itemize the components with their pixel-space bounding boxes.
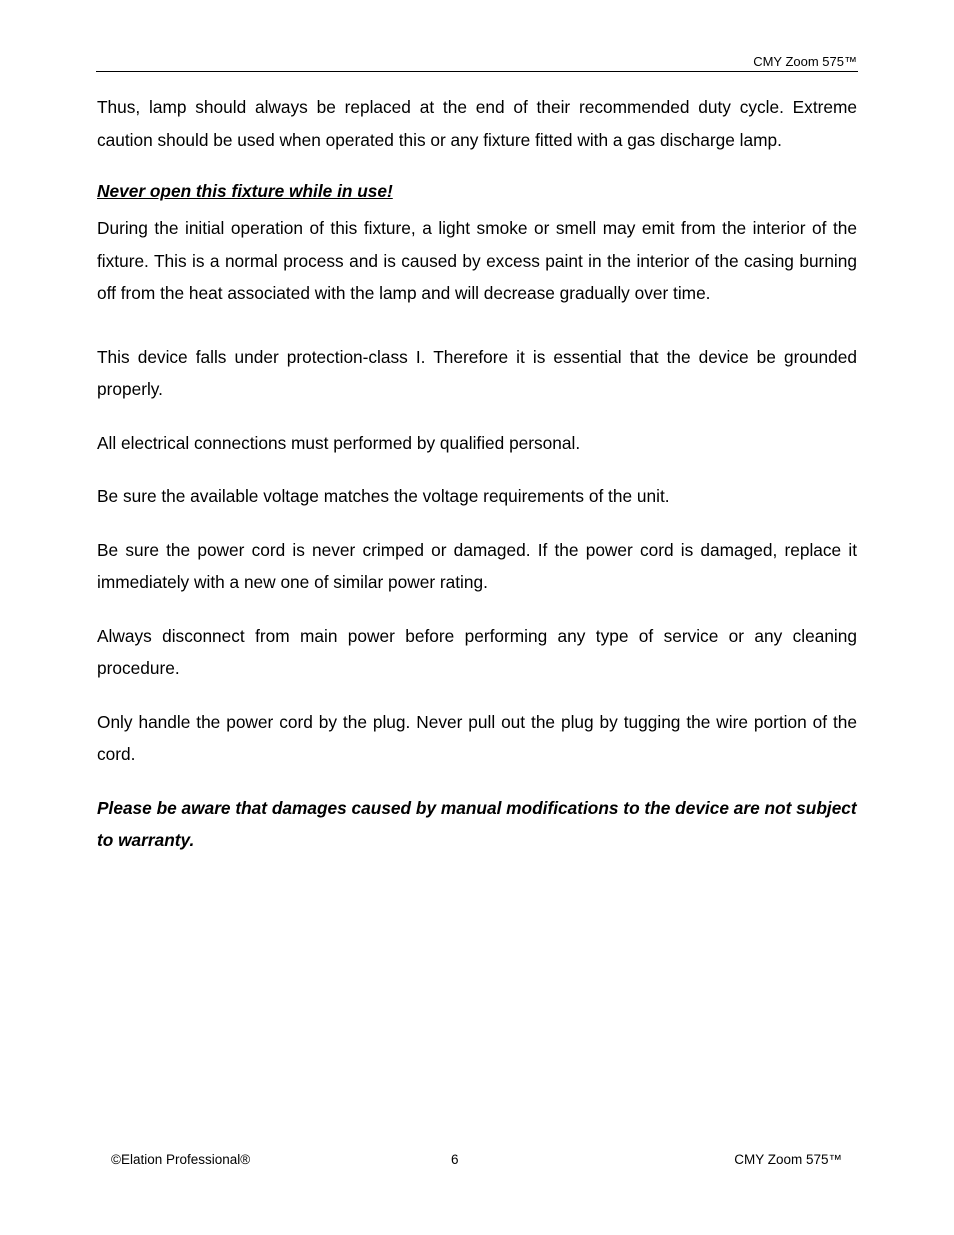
header-divider	[96, 71, 858, 72]
paragraph-lamp-replacement: Thus, lamp should always be replaced at the end of their recommended duty cycle. Extreme caution should be used when operated this or any fixture fitted with a gas discharge lamp.	[97, 97, 857, 150]
footer-product-name: CMY Zoom 575™	[734, 1152, 842, 1167]
paragraph-handle-plug: Only handle the power cord by the plug. Never pull out the plug by tugging the wire portion of the cord.	[97, 711, 857, 764]
header-title: CMY Zoom 575™	[753, 54, 857, 69]
paragraph-voltage: Be sure the available voltage matches the voltage requirements of the unit.	[97, 486, 670, 506]
paragraph-initial-operation: During the initial operation of this fixture, a light smoke or smell may emit from the interior of the fixture. This is a normal process and is caused by excess paint in the interior of the casing burning off from the heat associated with the lamp and will decrease gradually over time.	[97, 218, 857, 303]
paragraph-power-cord-damage: Be sure the power cord is never crimped or damaged. If the power cord is damaged, replace it immediately with a new one of similar power rating.	[97, 539, 857, 592]
page-body	[97, 91, 857, 878]
footer-copyright: ©Elation Professional®	[111, 1152, 251, 1167]
footer-page-number: 6	[451, 1152, 459, 1167]
paragraph-disconnect-power: Always disconnect from main power before performing any type of service or any cleaning procedure.	[97, 625, 857, 678]
paragraph-warranty-notice: Please be aware that damages caused by manual modifications to the device are not subject to warranty.	[97, 797, 857, 850]
paragraph-protection-class: This device falls under protection-class I. Therefore it is essential that the device be grounded properly.	[97, 346, 857, 399]
warning-heading: Never open this fixture while in use!	[97, 181, 393, 201]
paragraph-electrical-connections: All electrical connections must performed by qualified personal.	[97, 432, 581, 453]
